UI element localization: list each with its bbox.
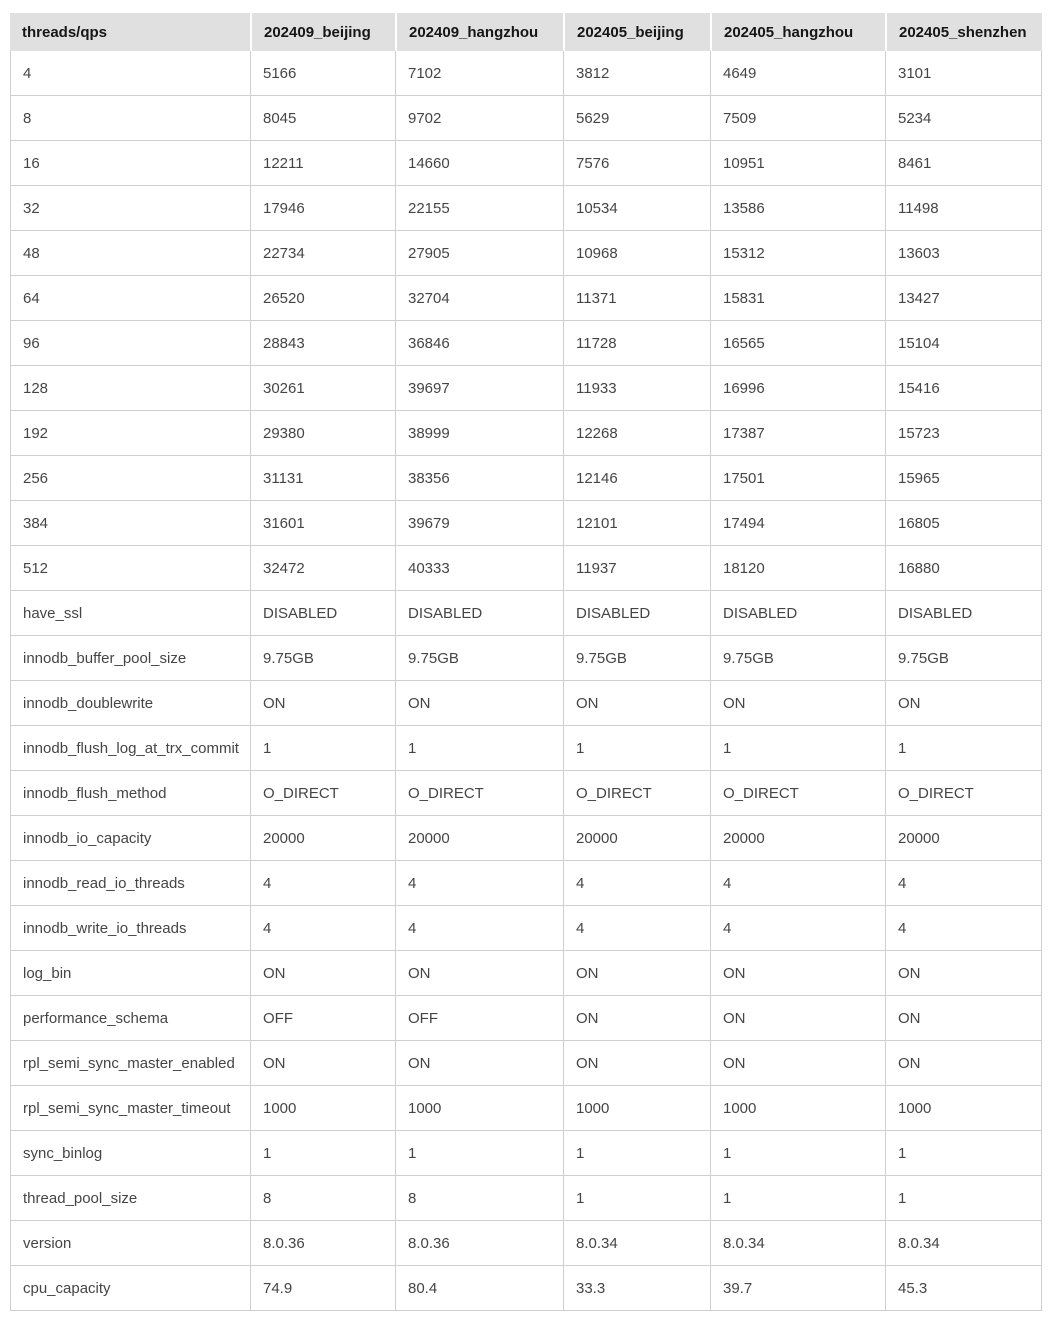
table-row: [10, 861, 1042, 906]
table-cell: 4649: [710, 51, 885, 96]
row-label: 256: [10, 456, 250, 501]
table-row: [10, 276, 1042, 321]
table-cell: 10951: [710, 141, 885, 186]
table-cell: 38356: [395, 456, 563, 501]
table-cell: 4: [563, 861, 710, 906]
table-row: [10, 1176, 1042, 1221]
table-cell: 20000: [563, 816, 710, 861]
row-label: 16: [10, 141, 250, 186]
table-cell: ON: [563, 996, 710, 1041]
table-cell: 9.75GB: [885, 636, 1042, 681]
table-cell: 1000: [710, 1086, 885, 1131]
table-cell: OFF: [395, 996, 563, 1041]
row-label: innodb_buffer_pool_size: [10, 636, 250, 681]
table-cell: 3101: [885, 51, 1042, 96]
row-label: log_bin: [10, 951, 250, 996]
benchmark-table: [10, 13, 1042, 1311]
column-header-5: 202405_shenzhen: [885, 13, 1042, 51]
table-row: [10, 636, 1042, 681]
table-cell: 12268: [563, 411, 710, 456]
table-cell: 1: [885, 1131, 1042, 1176]
table-cell: ON: [710, 1041, 885, 1086]
table-cell: 1: [710, 1176, 885, 1221]
table-cell: 11728: [563, 321, 710, 366]
table-cell: 5234: [885, 96, 1042, 141]
table-row: [10, 231, 1042, 276]
table-cell: ON: [710, 996, 885, 1041]
table-cell: 18120: [710, 546, 885, 591]
table-cell: 20000: [250, 816, 395, 861]
row-label: sync_binlog: [10, 1131, 250, 1176]
row-label: rpl_semi_sync_master_enabled: [10, 1041, 250, 1086]
table-cell: 11371: [563, 276, 710, 321]
table-cell: 8: [395, 1176, 563, 1221]
table-cell: OFF: [250, 996, 395, 1041]
table-cell: 9702: [395, 96, 563, 141]
table-cell: 38999: [395, 411, 563, 456]
table-cell: 39697: [395, 366, 563, 411]
table-cell: 9.75GB: [563, 636, 710, 681]
table-cell: 30261: [250, 366, 395, 411]
table-cell: DISABLED: [250, 591, 395, 636]
table-row: [10, 816, 1042, 861]
table-row: [10, 1266, 1042, 1311]
table-cell: 15104: [885, 321, 1042, 366]
table-cell: 16880: [885, 546, 1042, 591]
row-label: 192: [10, 411, 250, 456]
table-cell: 8: [250, 1176, 395, 1221]
table-row: [10, 771, 1042, 816]
table-cell: 1000: [395, 1086, 563, 1131]
row-label: innodb_doublewrite: [10, 681, 250, 726]
table-cell: 1000: [563, 1086, 710, 1131]
row-label: version: [10, 1221, 250, 1266]
row-label: innodb_read_io_threads: [10, 861, 250, 906]
table-cell: 12146: [563, 456, 710, 501]
table-cell: 7102: [395, 51, 563, 96]
table-cell: 1: [885, 1176, 1042, 1221]
row-label: rpl_semi_sync_master_timeout: [10, 1086, 250, 1131]
table-cell: ON: [563, 681, 710, 726]
table-cell: DISABLED: [885, 591, 1042, 636]
table-cell: 1: [395, 726, 563, 771]
table-cell: 8.0.36: [250, 1221, 395, 1266]
table-row: [10, 546, 1042, 591]
table-cell: 1: [563, 1131, 710, 1176]
table-cell: 40333: [395, 546, 563, 591]
table-cell: 31131: [250, 456, 395, 501]
column-header-2: 202409_hangzhou: [395, 13, 563, 51]
table-row: [10, 411, 1042, 456]
table-cell: 45.3: [885, 1266, 1042, 1311]
row-label: 96: [10, 321, 250, 366]
table-cell: 17387: [710, 411, 885, 456]
row-label: have_ssl: [10, 591, 250, 636]
table-cell: 10968: [563, 231, 710, 276]
table-cell: 80.4: [395, 1266, 563, 1311]
row-label: 64: [10, 276, 250, 321]
table-cell: 20000: [885, 816, 1042, 861]
table-cell: 8461: [885, 141, 1042, 186]
table-cell: 1: [885, 726, 1042, 771]
table-cell: 8.0.36: [395, 1221, 563, 1266]
table-cell: 15416: [885, 366, 1042, 411]
table-cell: 16805: [885, 501, 1042, 546]
table-cell: ON: [250, 1041, 395, 1086]
row-label: innodb_io_capacity: [10, 816, 250, 861]
row-label: 8: [10, 96, 250, 141]
row-label: cpu_capacity: [10, 1266, 250, 1311]
row-label: 384: [10, 501, 250, 546]
table-cell: 8.0.34: [710, 1221, 885, 1266]
table-cell: ON: [885, 1041, 1042, 1086]
table-cell: 1: [710, 1131, 885, 1176]
table-cell: 8045: [250, 96, 395, 141]
table-cell: 36846: [395, 321, 563, 366]
table-cell: ON: [395, 1041, 563, 1086]
table-row: [10, 501, 1042, 546]
table-cell: 29380: [250, 411, 395, 456]
table-cell: 22155: [395, 186, 563, 231]
table-row: [10, 906, 1042, 951]
row-label: innodb_flush_method: [10, 771, 250, 816]
table-row: [10, 681, 1042, 726]
row-label: 32: [10, 186, 250, 231]
table-cell: 1: [563, 1176, 710, 1221]
table-row: [10, 1131, 1042, 1176]
table-cell: 1000: [885, 1086, 1042, 1131]
table-cell: 13586: [710, 186, 885, 231]
row-label: 128: [10, 366, 250, 411]
table-row: [10, 186, 1042, 231]
table-row: [10, 366, 1042, 411]
table-cell: 1: [563, 726, 710, 771]
table-cell: 1: [250, 726, 395, 771]
table-cell: 4: [250, 906, 395, 951]
table-cell: 15312: [710, 231, 885, 276]
table-cell: ON: [710, 681, 885, 726]
table-cell: 5629: [563, 96, 710, 141]
table-row: [10, 51, 1042, 96]
table-cell: O_DIRECT: [563, 771, 710, 816]
table-body: [10, 51, 1042, 1311]
row-label: 4: [10, 51, 250, 96]
column-header-4: 202405_hangzhou: [710, 13, 885, 51]
table-cell: 16996: [710, 366, 885, 411]
table-cell: DISABLED: [710, 591, 885, 636]
table-cell: 4: [885, 861, 1042, 906]
row-label: innodb_write_io_threads: [10, 906, 250, 951]
table-cell: DISABLED: [395, 591, 563, 636]
table-cell: 39679: [395, 501, 563, 546]
table-cell: 15723: [885, 411, 1042, 456]
table-cell: 20000: [395, 816, 563, 861]
table-cell: 9.75GB: [395, 636, 563, 681]
table-cell: 1: [395, 1131, 563, 1176]
table-cell: O_DIRECT: [710, 771, 885, 816]
table-cell: ON: [563, 951, 710, 996]
table-cell: 13427: [885, 276, 1042, 321]
table-cell: ON: [250, 951, 395, 996]
row-label: performance_schema: [10, 996, 250, 1041]
header-row: [10, 13, 1042, 51]
table-cell: DISABLED: [563, 591, 710, 636]
table-cell: 20000: [710, 816, 885, 861]
table-cell: 7576: [563, 141, 710, 186]
table-cell: 1: [710, 726, 885, 771]
table-cell: 14660: [395, 141, 563, 186]
table-cell: 1: [250, 1131, 395, 1176]
table-row: [10, 726, 1042, 771]
table-cell: 28843: [250, 321, 395, 366]
table-cell: 12101: [563, 501, 710, 546]
table-cell: 22734: [250, 231, 395, 276]
table-cell: 4: [885, 906, 1042, 951]
table-cell: 4: [395, 906, 563, 951]
table-cell: 27905: [395, 231, 563, 276]
table-cell: ON: [885, 996, 1042, 1041]
table-row: [10, 951, 1042, 996]
table-cell: 8.0.34: [885, 1221, 1042, 1266]
table-cell: 33.3: [563, 1266, 710, 1311]
table-row: [10, 456, 1042, 501]
table-cell: ON: [250, 681, 395, 726]
table-cell: 4: [250, 861, 395, 906]
column-header-1: 202409_beijing: [250, 13, 395, 51]
table-cell: 32472: [250, 546, 395, 591]
table-cell: O_DIRECT: [885, 771, 1042, 816]
table-cell: ON: [885, 681, 1042, 726]
table-cell: ON: [395, 951, 563, 996]
table-row: [10, 1086, 1042, 1131]
table-cell: 10534: [563, 186, 710, 231]
table-cell: 13603: [885, 231, 1042, 276]
row-label: thread_pool_size: [10, 1176, 250, 1221]
table-row: [10, 1041, 1042, 1086]
table-cell: 11498: [885, 186, 1042, 231]
table-cell: 31601: [250, 501, 395, 546]
table-row: [10, 996, 1042, 1041]
table-row: [10, 96, 1042, 141]
table-row: [10, 141, 1042, 186]
column-header-3: 202405_beijing: [563, 13, 710, 51]
table-row: [10, 321, 1042, 366]
table-cell: 4: [710, 861, 885, 906]
table-header: [10, 13, 1042, 51]
table-row: [10, 591, 1042, 636]
column-header-0: threads/qps: [10, 13, 250, 51]
table-cell: 12211: [250, 141, 395, 186]
table-cell: 39.7: [710, 1266, 885, 1311]
table-cell: 74.9: [250, 1266, 395, 1311]
table-cell: 17501: [710, 456, 885, 501]
table-cell: 4: [563, 906, 710, 951]
table-cell: 11933: [563, 366, 710, 411]
table-cell: 3812: [563, 51, 710, 96]
table-row: [10, 1221, 1042, 1266]
table-cell: 1000: [250, 1086, 395, 1131]
table-cell: ON: [885, 951, 1042, 996]
table-cell: 15965: [885, 456, 1042, 501]
table-cell: 11937: [563, 546, 710, 591]
table-cell: 4: [395, 861, 563, 906]
table-cell: 9.75GB: [250, 636, 395, 681]
table-cell: O_DIRECT: [250, 771, 395, 816]
row-label: innodb_flush_log_at_trx_commit: [10, 726, 250, 771]
table-cell: ON: [395, 681, 563, 726]
row-label: 512: [10, 546, 250, 591]
table-cell: 9.75GB: [710, 636, 885, 681]
table-cell: 5166: [250, 51, 395, 96]
table-cell: 8.0.34: [563, 1221, 710, 1266]
table-cell: 17494: [710, 501, 885, 546]
table-cell: 17946: [250, 186, 395, 231]
table-cell: 26520: [250, 276, 395, 321]
table-cell: O_DIRECT: [395, 771, 563, 816]
row-label: 48: [10, 231, 250, 276]
table-cell: ON: [563, 1041, 710, 1086]
table-cell: 15831: [710, 276, 885, 321]
table-cell: 7509: [710, 96, 885, 141]
table-cell: 16565: [710, 321, 885, 366]
table-cell: 4: [710, 906, 885, 951]
table-cell: 32704: [395, 276, 563, 321]
table-cell: ON: [710, 951, 885, 996]
